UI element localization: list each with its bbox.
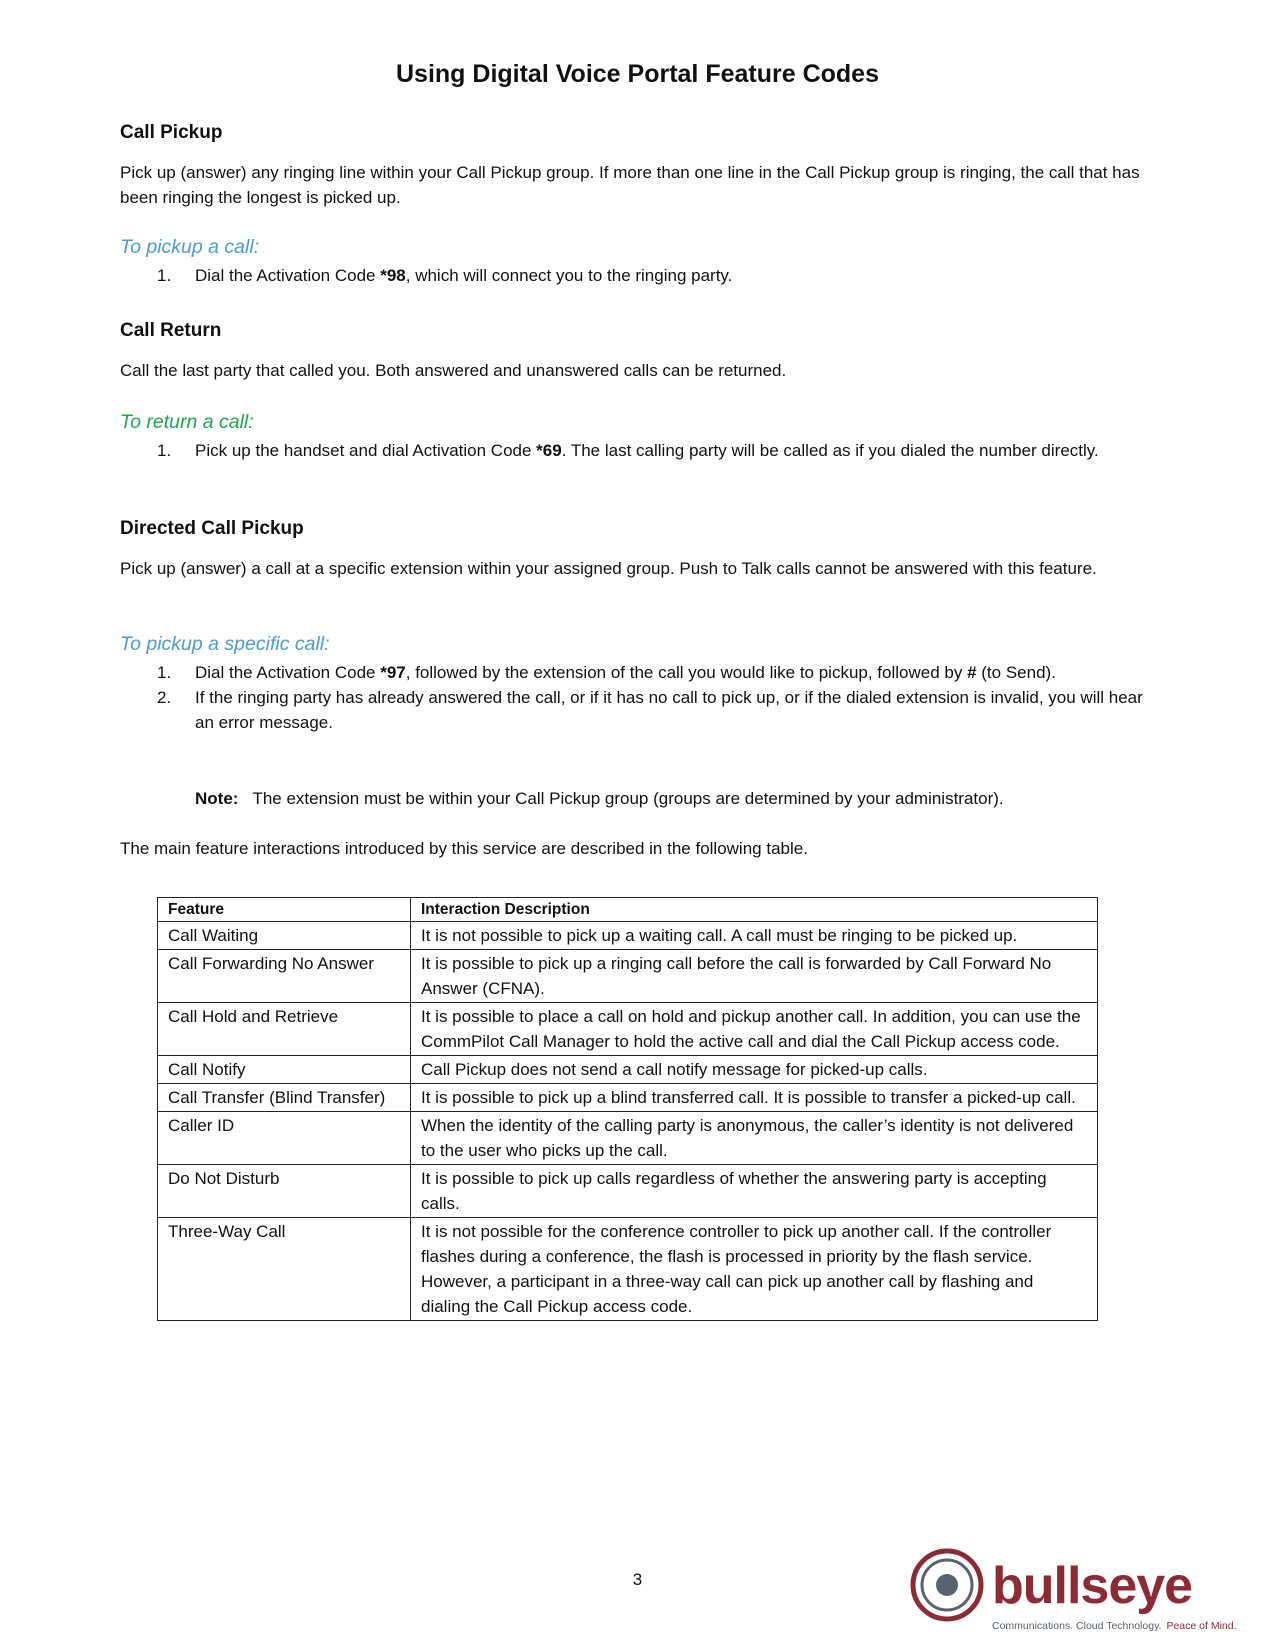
description-cell: Call Pickup does not send a call notify message for picked-up calls. bbox=[411, 1056, 1098, 1084]
call-pickup-description: Pick up (answer) any ringing line within your Call Pickup group. If more than one line in the Call Pickup group is ringing, the call that has been ringing the longest is picked up. bbox=[120, 163, 1140, 207]
table-row bbox=[158, 922, 1098, 950]
description-cell: It is possible to pick up a ringing call before the call is forwarded by Call Forward No Answer (CFNA). bbox=[411, 950, 1098, 1003]
note bbox=[195, 786, 1004, 811]
list-item: 1. Dial the Activation Code *98, which will connect you to the ringing party. bbox=[157, 266, 733, 285]
feature-cell: Call Forwarding No Answer bbox=[158, 950, 411, 1003]
table-header-row bbox=[158, 898, 1098, 922]
table-row bbox=[158, 1003, 1098, 1056]
call-return-steps bbox=[120, 438, 1160, 463]
call-return-heading: Call Return bbox=[120, 320, 222, 341]
activation-code: *69 bbox=[536, 441, 562, 460]
activation-code: *98 bbox=[380, 266, 406, 285]
feature-cell: Call Notify bbox=[158, 1056, 411, 1084]
page-number: 3 bbox=[632, 1570, 643, 1589]
feature-cell: Call Waiting bbox=[158, 922, 411, 950]
logo-tagline: Communications. Cloud Technology. Peace of Mind. bbox=[992, 1620, 1237, 1632]
logo-wordmark: bullseye bbox=[992, 1557, 1193, 1615]
table-row bbox=[158, 1218, 1098, 1321]
directed-call-pickup-description: Pick up (answer) a call at a specific extension within your assigned group. Push to Talk calls cannot be answered with this feature. bbox=[120, 559, 1097, 578]
table-row bbox=[158, 1056, 1098, 1084]
feature-cell: Caller ID bbox=[158, 1112, 411, 1165]
description-cell: It is possible to pick up a blind transferred call. It is possible to transfer a picked-up call. bbox=[411, 1084, 1098, 1112]
call-pickup-procedure-heading: To pickup a call: bbox=[120, 236, 260, 258]
feature-cell: Call Transfer (Blind Transfer) bbox=[158, 1084, 411, 1112]
send-key: # bbox=[967, 663, 977, 682]
directed-call-pickup-procedure-heading: To pickup a specific call: bbox=[120, 633, 330, 655]
call-return-description: Call the last party that called you. Both answered and unanswered calls can be returned. bbox=[120, 361, 787, 380]
table-row bbox=[158, 1112, 1098, 1165]
feature-cell: Three-Way Call bbox=[158, 1218, 411, 1321]
page-title: Using Digital Voice Portal Feature Codes bbox=[396, 60, 879, 88]
list-item: 1. Pick up the handset and dial Activation Code *69. The last calling party will be called as if you dialed the number directly. bbox=[157, 441, 1099, 460]
description-cell: It is possible to pick up calls regardless of whether the answering party is accepting calls. bbox=[411, 1165, 1098, 1218]
note-label: Note: bbox=[195, 789, 239, 808]
table-intro: The main feature interactions introduced by this service are described in the following table. bbox=[120, 839, 808, 858]
description-cell: It is not possible to pick up a waiting call. A call must be ringing to be picked up. bbox=[411, 922, 1098, 950]
directed-call-pickup-heading: Directed Call Pickup bbox=[120, 518, 304, 539]
list-item: 2. If the ringing party has already answered the call, or if it has no call to pick up, or if the dialed extension is invalid, you will hear an error message. bbox=[157, 688, 1143, 732]
bullseye-logo bbox=[910, 1545, 1255, 1640]
note-text: The extension must be within your Call Pickup group (groups are determined by your administrator). bbox=[252, 789, 1004, 808]
list-item: 1. Dial the Activation Code *97, followed by the extension of the call you would like to pickup, followed by # (to Send). bbox=[157, 663, 1056, 682]
bullseye-target-icon bbox=[913, 1551, 981, 1619]
feature-cell: Call Hold and Retrieve bbox=[158, 1003, 411, 1056]
column-header-feature: Feature bbox=[158, 898, 411, 922]
call-pickup-steps bbox=[120, 263, 1160, 288]
description-cell: When the identity of the calling party is anonymous, the caller’s identity is not delivered to the user who picks up the call. bbox=[411, 1112, 1098, 1165]
feature-interactions-table bbox=[157, 897, 1098, 1321]
directed-call-pickup-steps bbox=[120, 660, 1160, 735]
table-row bbox=[158, 1165, 1098, 1218]
call-pickup-heading: Call Pickup bbox=[120, 122, 223, 143]
column-header-description: Interaction Description bbox=[411, 898, 1098, 922]
feature-cell: Do Not Disturb bbox=[158, 1165, 411, 1218]
call-return-procedure-heading: To return a call: bbox=[120, 411, 254, 433]
table-row bbox=[158, 950, 1098, 1003]
description-cell: It is possible to place a call on hold and pickup another call. In addition, you can use the CommPilot Call Manager to hold the active call and dial the Call Pickup access code. bbox=[411, 1003, 1098, 1056]
table-row bbox=[158, 1084, 1098, 1112]
description-cell: It is not possible for the conference controller to pick up another call. If the controller flashes during a conference, the flash is processed in priority by the flash service. However, a participant in a three-way call can pick up another call by flashing and dialing the Call Pickup access code. bbox=[411, 1218, 1098, 1321]
activation-code: *97 bbox=[380, 663, 406, 682]
